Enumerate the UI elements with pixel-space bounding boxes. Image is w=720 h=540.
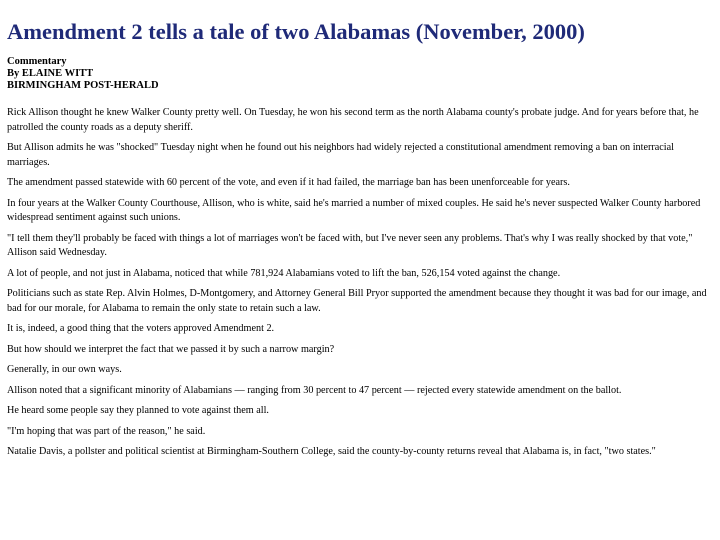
paragraph-4: In four years at the Walker County Courthouse, Allison, who is white, said he's married a number of mixed couples. He said he's never suspected Walker County harbored widespread sentiment against such unions. xyxy=(7,197,701,223)
paragraph-10: Generally, in our own ways. xyxy=(7,364,122,375)
article-body xyxy=(7,106,713,466)
paragraph-13: "I'm hoping that was part of the reason," he said. xyxy=(7,425,206,437)
paragraph-5: "I tell them they'll probably be faced with things a lot of marriages won't be faced with, but I've never seen any problems. That's why I was really shocked by that vote," Allison said Wednesday. xyxy=(7,232,693,258)
paragraph-2: But Allison admits he was "shocked" Tuesday night when he found out his neighbors had widely rejected a constitutional amendment removing a ban on interracial marriages. xyxy=(7,142,674,168)
author-byline: By ELAINE WITT xyxy=(7,68,94,79)
paragraph-9: But how should we interpret the fact that we passed it by such a narrow margin? xyxy=(7,343,335,355)
paragraph-1: Rick Allison thought he knew Walker County pretty well. On Tuesday, he won his second term as the north Alabama county's probate judge. And for years before that, he patrolled the county roads as a deputy sheriff. xyxy=(7,107,699,133)
paragraph-12: He heard some people say they planned to vote against them all. xyxy=(7,405,269,416)
byline-block xyxy=(7,56,707,92)
kicker-label: Commentary xyxy=(7,56,67,67)
paragraph-7: Politicians such as state Rep. Alvin Holmes, D-Montgomery, and Attorney General Bill Pryor supported the amendment because they thought it was bad for our image, and bad for our morale, for Alabama to remain the only state to retain such a law. xyxy=(7,288,707,314)
article-title: Amendment 2 tells a tale of two Alabamas (November, 2000) xyxy=(7,19,585,44)
paragraph-8: It is, indeed, a good thing that the voters approved Amendment 2. xyxy=(7,323,275,334)
paragraph-11: Allison noted that a significant minority of Alabamians — ranging from 30 percent to 47 percent — rejected every statewide amendment on the ballot. xyxy=(7,384,622,396)
paragraph-14: Natalie Davis, a pollster and political scientist at Birmingham-Southern College, said the county-by-county returns reveal that Alabama is, in fact, "two states." xyxy=(7,446,656,457)
paragraph-3: The amendment passed statewide with 60 percent of the vote, and even if it had failed, the marriage ban has been unenforceable for years. xyxy=(7,177,570,188)
publication-name: BIRMINGHAM POST-HERALD xyxy=(7,80,159,91)
paragraph-6: A lot of people, and not just in Alabama, noticed that while 781,924 Alabamians voted to lift the ban, 526,154 voted against the change. xyxy=(7,267,561,279)
